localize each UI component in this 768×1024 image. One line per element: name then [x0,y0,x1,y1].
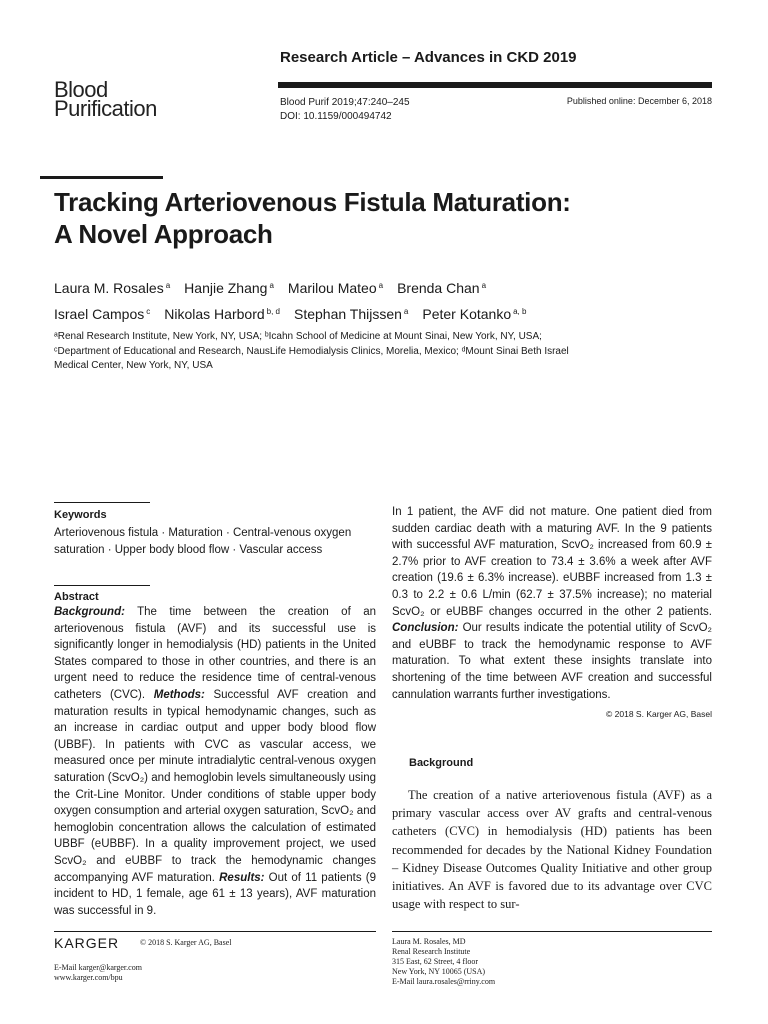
section-heading-background: Background [409,757,474,769]
author-name [54,280,170,296]
author-name-text: Peter Kotanko [422,306,512,322]
correspondence-address [392,937,495,987]
affiliation-line: ᵃRenal Research Institute, New York, NY, USA; ᵇIcahn School of Medicine at Mount Sinai, New York, NY, USA; [54,331,542,342]
author-affiliation-marker: a [269,281,274,290]
keywords-list: Arteriovenous fistula · Maturation · Central-venous oxygen saturation · Upper body blood flow · Vascular access [54,527,352,556]
publisher-logo: KARGER [54,935,120,951]
author-affiliation-marker: a, b [513,307,527,316]
abstract-methods-text: Successful AVF creation and maturation results in typical hemodynamic changes, such as an increase in cardiac output and upper body blood flow (UBBF). In patients with CVC as vascular access, we measured once per minute intradialytic central-venous oxygen saturation (ScvO₂) and hemoglobin levels simultaneously using the Crit-Line Monitor. Under conditions of stable upper body oxygen consumption and arterial oxygen saturation, ScvO₂ and hemoglobin concentration allows the calculation of estimated UBBF (eUBBF). In a quality improvement project, we used ScvO₂ and eUBBF to track the hemodynamic changes accompanying AVF maturation. [54,688,377,884]
footer-rule-right [392,931,712,932]
abstract-text-right [392,504,712,703]
author-affiliation-marker: a [378,281,384,290]
author-name-text: Nikolas Harbord [164,306,265,322]
abstract-copyright: © 2018 S. Karger AG, Basel [606,709,712,719]
affiliations [54,330,654,374]
title-accent-rule [40,176,163,179]
author-name-text: Marilou Mateo [287,280,377,296]
abstract-background-text: The time between the creation of an arteriovenous fistula (AVF) and its successful use is significantly longer in hemodialysis (HD) patients in the United States compared to those in other countries, and there is an urgent need to reduce the residence time of central-venous catheters (CVC). [54,606,376,701]
citation-doi[interactable]: DOI: 10.1159/000494742 [280,111,392,122]
correspondence-line: Laura M. Rosales, MD [392,937,466,946]
journal-logo-line1: Blood [54,77,108,102]
abstract-background-label: Background: [54,606,125,618]
author-affiliation-marker: c [146,307,151,316]
author-affiliation-marker: a [165,281,171,290]
citation [280,96,410,124]
abstract-conclusion-text: Our results indicate the potential utility of ScvO₂ and eUBBF to track the hemodynamic response to AVF maturation. To what extent these insights translate into shortening of the time between AVF creation and successful cannulation warrants further investigations. [392,622,712,701]
published-date: Published online: December 6, 2018 [566,96,712,106]
footer-rule-left [54,931,376,932]
abstract-results-text: Out of 11 patients (9 incident to HD, 1 female, age 61 ± 13 years), AVF maturation was successful in 9. [54,871,376,917]
correspondence-email-link[interactable]: E-Mail laura.rosales@rriny.com [392,977,496,986]
author-name-text: Brenda Chan [397,280,480,296]
author-name-text: Hanjie Zhang [184,280,268,296]
author-name [288,280,383,296]
abstract-rule [54,585,150,586]
author-name-text: Laura M. Rosales [54,280,164,296]
author-name [422,306,526,322]
affiliation-line: ᶜDepartment of Educational and Research, NausLife Hemodialysis Clinics, Morelia, Mexico; ᵈMount Sinai Beth Israel [54,345,569,357]
header-rule [278,82,712,88]
footer-copyright: © 2018 S. Karger AG, Basel [140,938,232,947]
author-list [54,274,654,326]
abstract-heading: Abstract [54,591,99,603]
author-affiliation-marker: b, d [266,307,280,316]
journal-logo-line2: Purification [54,96,157,121]
author-name-text: Stephan Thijssen [293,306,402,322]
abstract-methods-label: Methods: [153,688,205,701]
correspondence-line: New York, NY 10065 (USA) [392,967,486,976]
journal-logo [54,77,157,121]
citation-volume: Blood Purif 2019;47:240–245 [280,97,410,108]
author-name [397,280,486,296]
author-name [184,280,274,296]
keywords-heading: Keywords [54,509,107,521]
publisher-website-link[interactable]: www.karger.com/bpu [54,973,123,982]
article-title: Tracking Arteriovenous Fistula Maturation: A Novel Approach [54,187,571,249]
affiliation-line: Medical Center, New York, NY, USA [54,360,213,371]
abstract-text-left [54,604,376,919]
abstract-results-label: Results: [219,871,265,884]
author-affiliation-marker: a [403,307,409,316]
author-name [294,306,408,322]
correspondence-line: Renal Research Institute [392,947,471,956]
abstract-results-continued: In 1 patient, the AVF did not mature. One patient died from sudden cardiac death with a maturing AVF. In the 9 patients with successful AVF maturation, ScvO₂ increased from 60.9 ± 2.7% prior to AVF creation to 73.4 ± 3.6% a week after AVF creation (19.6 ± 6.3% increase). eUBBF increased from 1.3 ± 0.3 to 2.2 ± 0.6 L/min (62.7 ± 37.5% increase); no material ScvO₂ or eUBBF changes occurred in the other 2 patients. [392,506,712,618]
correspondence-line: 315 East, 62 Street, 4 floor [392,957,478,966]
author-affiliation-marker: a [481,281,487,290]
author-name-text: Israel Campos [54,306,145,322]
abstract-conclusion-label: Conclusion: [392,622,459,635]
keywords-rule [54,502,150,503]
author-name [54,306,150,322]
series-label: Research Article – Advances in CKD 2019 [280,49,577,66]
publisher-email-link[interactable]: E-Mail karger@karger.com [54,963,142,972]
publisher-contact [54,963,142,983]
body-paragraph: The creation of a native arteriovenous fistula (AVF) as a primary vascular access over AV grafts and central-venous catheters (CVC) in hemodialysis (HD) patients has been recommended for decades by the National Kidney Foundation – Kidney Disease Outcomes Quality Initiative and other group initiatives. An AVF is favored due to its advantage over CVC usage with respect to sur- [392,788,712,912]
author-name [164,306,280,322]
